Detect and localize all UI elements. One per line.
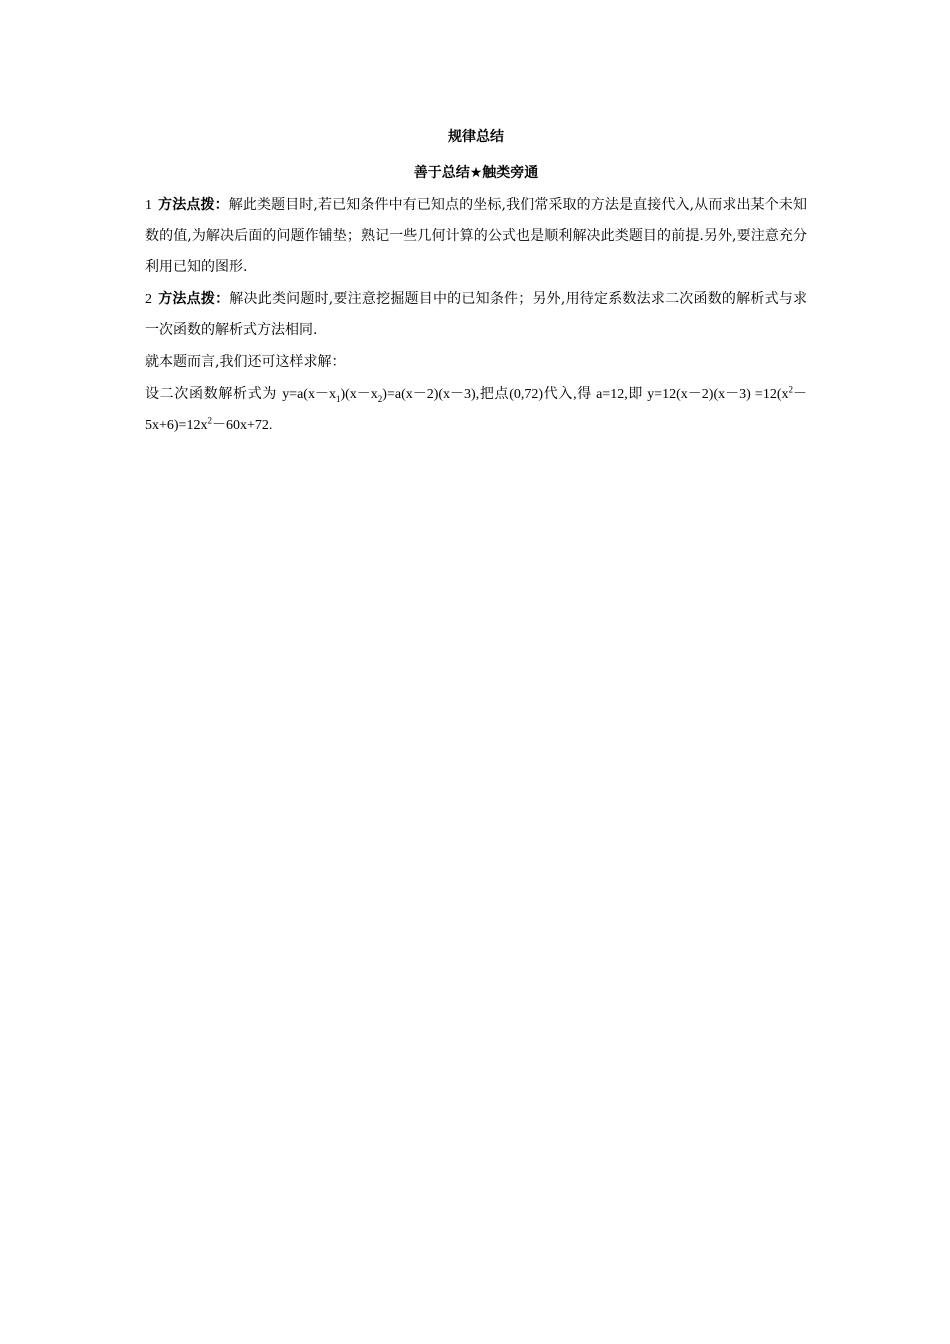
solution-lead: 设二次函数解析式为 xyxy=(145,386,283,402)
document-content xyxy=(145,127,807,441)
method-tip-2 xyxy=(145,284,807,346)
tip-2-label: 方法点拨： xyxy=(158,291,230,307)
formula-part-5: －60x+72. xyxy=(211,418,273,433)
formula-part-2: )(x－x xyxy=(340,387,378,402)
formula-part-1: y=a(x－x xyxy=(282,387,336,402)
superscript-2: 2 xyxy=(207,415,212,426)
tip-1-text: 解此类题目时,若已知条件中有已知点的坐标,我们常采取的方法是直接代入,从而求出某个未知数的值,为解决后面的问题作铺垫；熟记一些几何计算的公式也是顺利解决此类题目的前提.另外,要注意充分利用已知的图形. xyxy=(145,197,808,275)
tip-2-text: 解决此类问题时,要注意挖掘题目中的已知条件；另外,用待定系数法求二次函数的解析式与求一次函数的解析式方法相同. xyxy=(145,291,808,338)
formula-part-3: )=a(x－2)(x－3),把点(0,72)代入,得 a=12,即 y=12(x－2)(x－3) =12(x xyxy=(382,387,789,402)
solution-formula xyxy=(145,379,807,441)
subscript-1: 1 xyxy=(335,393,341,404)
method-tip-1 xyxy=(145,190,807,283)
tip-1-number: 1 xyxy=(145,198,152,213)
formula-part-4: －5x+6)=12x xyxy=(145,387,807,433)
subscript-2: 2 xyxy=(377,393,383,404)
tip-1-label: 方法点拨： xyxy=(158,197,229,213)
section-title: 规律总结 xyxy=(448,129,504,145)
solution-intro: 就本题而言,我们还可这样求解： xyxy=(145,354,346,370)
section-subtitle: 善于总结★触类旁通 xyxy=(413,165,539,181)
tip-2-number: 2 xyxy=(145,292,152,307)
superscript-1: 2 xyxy=(788,384,793,395)
